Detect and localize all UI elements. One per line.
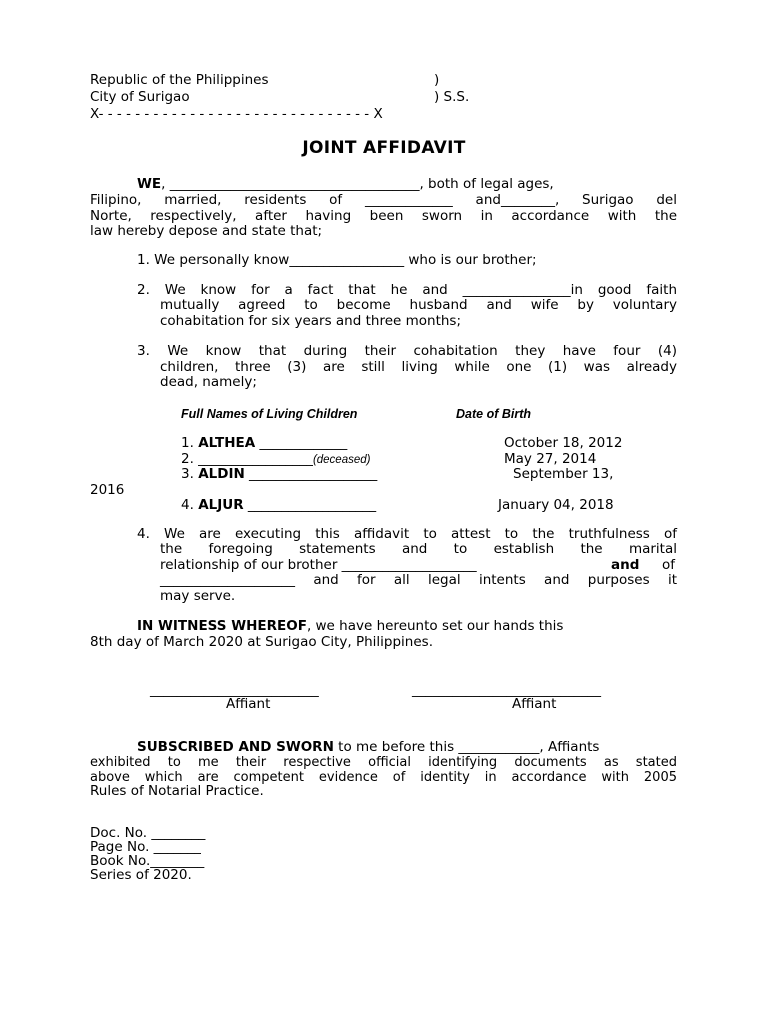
child-number: 1. (181, 435, 194, 451)
item-3-line-3: dead, namely; (160, 374, 257, 390)
witness-line-2: 8th day of March 2020 at Surigao City, Philippines. (90, 634, 433, 650)
child-dob-2: May 27, 2014 (504, 451, 597, 467)
item-4-line-4: ____________________ and for all legal intents and purposes it (160, 572, 677, 588)
intro-line-2: Filipino, married, residents of _____________ and________, Surigao del (90, 192, 677, 208)
subscribed-line-2: exhibited to me their respective official identifying documents as stated (90, 755, 677, 770)
notary-doc-no: Doc. No. ________ (90, 825, 206, 841)
subscribed-line-4: Rules of Notarial Practice. (90, 783, 264, 799)
intro-line-4: law hereby depose and state that; (90, 223, 323, 239)
child-blank: ___________________ (244, 466, 378, 482)
child-dob-3-wrap: 2016 (90, 482, 125, 498)
header-city: City of Surigao (90, 89, 190, 105)
item-4-line-5: may serve. (160, 588, 236, 604)
child-name: ALDIN (198, 466, 245, 482)
header-republic: Republic of the Philippines (90, 72, 269, 88)
child-blank: _________________ (193, 451, 313, 467)
item-4-line-3: relationship of our brother ____________________ (160, 557, 477, 573)
child-dob-3: September 13, (513, 466, 614, 482)
child-number: 2. (181, 451, 194, 467)
child-row-1 (181, 436, 347, 452)
intro-we: WE (137, 176, 162, 192)
witness-bold: IN WITNESS WHEREOF (137, 618, 307, 634)
child-dob-1: October 18, 2012 (504, 435, 623, 451)
child-number: 4. (181, 497, 194, 513)
header-paren-1: ) (434, 72, 440, 88)
item-1: 1. We personally know_________________ who is our brother; (137, 252, 537, 268)
item-4-line-2: the foregoing statements and to establish the marital (160, 541, 677, 557)
intro-line-1 (137, 177, 677, 193)
child-name: ALTHEA (198, 435, 256, 451)
document-title: JOINT AFFIDAVIT (302, 138, 466, 158)
child-number: 3. (181, 466, 194, 482)
child-blank: ___________________ (243, 497, 377, 513)
witness-text: , we have hereunto set our hands this (306, 618, 564, 634)
item-3-line-1: 3. We know that during their cohabitation they have four (4) (137, 343, 677, 359)
child-name: ALJUR (198, 497, 244, 513)
item-2-line-1: 2. We know for a fact that he and ________________in good faith (137, 282, 677, 298)
item-4-of: of (662, 557, 676, 573)
subscribed-line-1 (137, 740, 677, 756)
intro-we-text: , _____________________________________, both of legal ages, (161, 176, 554, 192)
children-dob-heading: Date of Birth (456, 407, 531, 421)
subscribed-bold: SUBSCRIBED AND SWORN (137, 739, 334, 755)
child-deceased-note: (deceased) (312, 454, 371, 466)
notary-series: Series of 2020. (90, 867, 192, 883)
signature-line-right: ____________________________ (412, 682, 601, 698)
header-ss: ) S.S. (434, 89, 470, 105)
signature-label-right: Affiant (512, 696, 557, 712)
signature-line-left: _________________________ (150, 682, 319, 698)
subscribed-line-3: above which are competent evidence of identity in accordance with 2005 (90, 770, 677, 785)
intro-line-3: Norte, respectively, after having been sworn in accordance with the (90, 208, 677, 224)
children-name-heading: Full Names of Living Children (181, 407, 358, 421)
notary-book-no: Book No.________ (90, 853, 205, 869)
header-separator: X- - - - - - - - - - - - - - - - - - - - - - - - - - - - - - X (90, 106, 383, 122)
child-row-3 (181, 467, 377, 483)
item-2-line-2: mutually agreed to become husband and wife by voluntary (160, 297, 677, 313)
signature-label-left: Affiant (226, 696, 271, 712)
witness-line-1 (137, 619, 677, 635)
child-row-4 (181, 498, 376, 514)
item-2-line-3: cohabitation for six years and three months; (160, 313, 462, 329)
item-4-and: and (611, 557, 640, 573)
subscribed-text: to me before this ____________, Affiants (333, 739, 600, 755)
child-dob-4: January 04, 2018 (498, 497, 614, 513)
notary-page-no: Page No. _______ (90, 839, 201, 855)
item-3-line-2: children, three (3) are still living while one (1) was already (160, 359, 677, 375)
child-blank: _____________ (255, 435, 348, 451)
item-4-line-1: 4. We are executing this affidavit to attest to the truthfulness of (137, 526, 677, 542)
